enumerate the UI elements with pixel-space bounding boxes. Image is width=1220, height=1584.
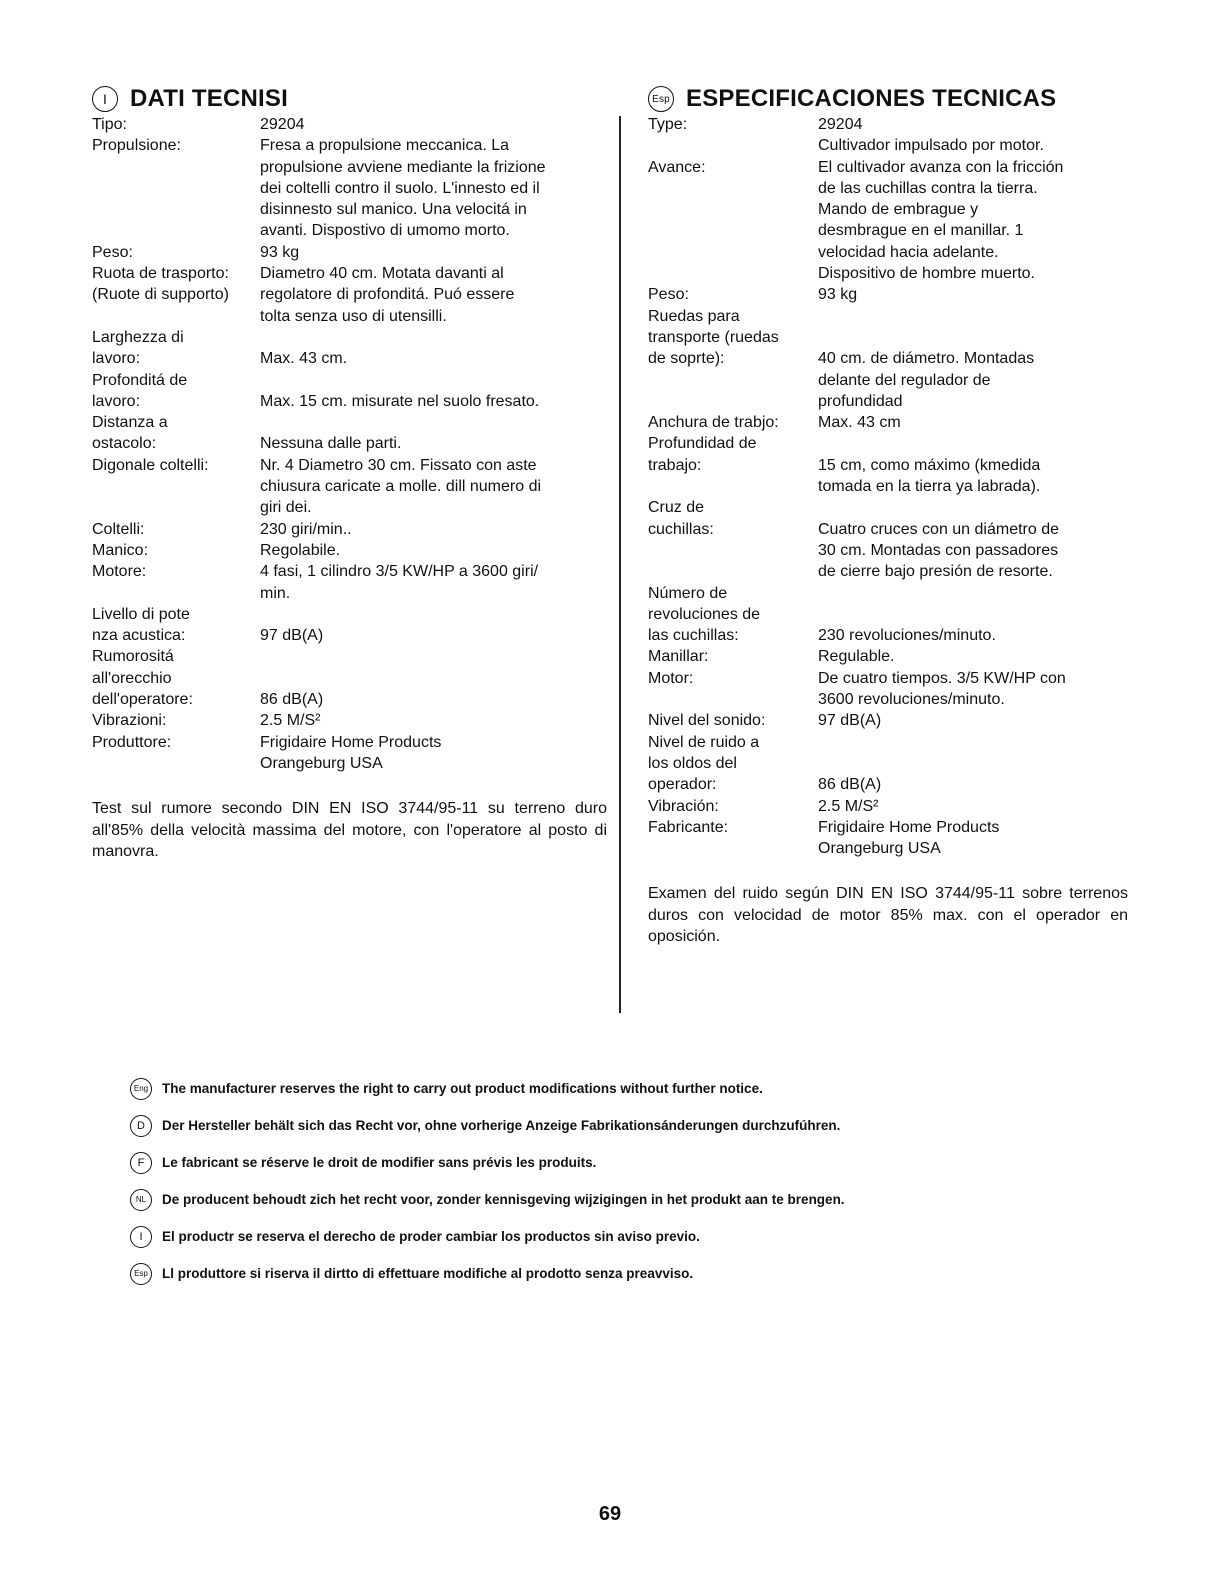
notice-row <box>130 1218 1090 1255</box>
notice-row <box>130 1070 1090 1107</box>
spec-row <box>648 583 1128 647</box>
notice-row <box>130 1144 1090 1181</box>
spec-row <box>92 370 607 413</box>
spec-label: Nivel del sonido: <box>648 712 766 730</box>
spec-value: Diametro 40 cm. Motata davanti al regolatore di profonditá. Puó essere tolta senza uso di utensilli. <box>260 265 515 325</box>
column-divider <box>619 116 621 1013</box>
spec-value: Regolabile. <box>260 541 341 559</box>
spec-value: 230 revoluciones/minuto. <box>818 627 996 645</box>
notice-text: The manufacturer reserves the right to carry out product modifications without further notice. <box>162 1081 763 1096</box>
spec-label: Motore: <box>92 563 147 581</box>
spec-label: Digonale coltelli: <box>92 456 209 474</box>
spec-row <box>92 114 607 135</box>
notice-row <box>130 1255 1090 1292</box>
spec-value: Nr. 4 Diametro 30 cm. Fissato con aste chiusura caricate a molle. dill numero di giri dei. <box>260 456 542 517</box>
spec-row <box>92 242 607 263</box>
spec-row <box>92 519 607 540</box>
spec-row <box>648 284 1128 305</box>
spec-row <box>648 668 1128 711</box>
spec-value: 86 dB(A) <box>260 691 324 709</box>
spec-value: 93 kg <box>818 286 858 304</box>
spec-row <box>92 135 607 241</box>
notice-text: El productr se reserva el derecho de proder cambiar los productos sin aviso previo. <box>162 1229 700 1244</box>
spec-value: 97 dB(A) <box>818 712 882 730</box>
spec-value: 97 dB(A) <box>260 627 324 645</box>
spec-label: Anchura de trabjo: <box>648 414 779 432</box>
spec-label: Coltelli: <box>92 520 145 538</box>
language-d-icon: D <box>130 1115 152 1137</box>
notice-text: Der Hersteller behält sich das Recht vor, ohne vorherige Anzeige Fabrikationsánderungen durchzufúhren. <box>162 1118 841 1133</box>
spec-label: Distanza a ostacolo: <box>92 414 168 453</box>
spec-label: Profonditá de lavoro: <box>92 371 188 410</box>
spec-value: 2.5 M/S² <box>818 797 879 815</box>
italian-spec-table <box>92 114 607 774</box>
spec-label: Vibrazioni: <box>92 712 167 730</box>
spec-value: 86 dB(A) <box>818 776 882 794</box>
spec-label: Manillar: <box>648 648 709 666</box>
spanish-heading <box>648 84 1128 114</box>
language-f-icon: F <box>130 1152 152 1174</box>
spec-value: Max. 43 cm <box>818 414 901 432</box>
language-eng-icon: Eng <box>130 1078 152 1100</box>
spec-label: Vibración: <box>648 797 719 815</box>
language-i-icon: I <box>130 1226 152 1248</box>
spec-label: Type: <box>648 116 688 133</box>
spec-row <box>92 604 607 647</box>
italian-specs-column <box>92 84 607 862</box>
spec-row <box>92 710 607 731</box>
spec-value: 4 fasi, 1 cilindro 3/5 KW/HP a 3600 giri/ min. <box>260 563 539 602</box>
spec-label: Ruota de trasporto: (Ruote di supporto) <box>92 265 229 304</box>
spec-value: 29204 Cultivador impulsado por motor. <box>818 116 1044 155</box>
spec-label: Ruedas para transporte (ruedas de soprte): <box>648 307 779 368</box>
spec-row <box>92 540 607 561</box>
spanish-noise-note: Examen del ruido según DIN EN ISO 3744/95-11 sobre terrenos duros con velocidad de motor 85% max. con el operador en oposición. <box>648 885 1128 945</box>
spec-value: Regulable. <box>818 648 895 666</box>
spec-label: Cruz de cuchillas: <box>648 499 714 538</box>
spec-label: Nivel de ruido a los oldos del operador: <box>648 733 760 794</box>
spec-value: De cuatro tiempos. 3/5 KW/HP con 3600 revoluciones/minuto. <box>818 669 1066 709</box>
spec-value: 29204 <box>260 116 305 133</box>
spec-value: Frigidaire Home Products Orangeburg USA <box>260 733 442 772</box>
italian-title: DATI TECNISI <box>130 85 288 112</box>
notice-text: De producent behoudt zich het recht voor, zonder kennisgeving wijzigingen in het produkt aan te brengen. <box>162 1192 845 1207</box>
spanish-title: ESPECIFICACIONES TECNICAS <box>686 85 1057 112</box>
spec-row <box>92 327 607 370</box>
spec-value: 93 kg <box>260 243 300 261</box>
spec-value: 2.5 M/S² <box>260 712 321 730</box>
spec-row <box>92 263 607 327</box>
spec-row <box>648 732 1128 796</box>
spec-value: 230 giri/min.. <box>260 520 352 538</box>
spec-label: Produttore: <box>92 733 172 751</box>
italian-heading <box>92 84 607 114</box>
spec-row <box>648 157 1128 285</box>
spec-label: Propulsione: <box>92 137 181 155</box>
spec-label: Número de revoluciones de las cuchillas: <box>648 584 761 645</box>
spec-row <box>92 455 607 519</box>
spec-label: Peso: <box>648 286 689 304</box>
italian-noise-note: Test sul rumore secondo DIN EN ISO 3744/95-11 su terreno duro all'85% della velocità massima del motore, con l'operatore al posto di manovra. <box>92 800 607 860</box>
spec-value: 40 cm. de diámetro. Montadas delante del regulador de profundidad <box>818 350 1035 410</box>
spanish-specs-column <box>648 84 1128 947</box>
spec-row <box>648 412 1128 433</box>
spec-row <box>92 732 607 775</box>
spec-row <box>648 497 1128 582</box>
spec-row <box>648 306 1128 412</box>
spec-row <box>648 433 1128 497</box>
notice-row <box>130 1107 1090 1144</box>
spec-label: Larghezza di lavoro: <box>92 328 184 368</box>
spec-label: Manico: <box>92 541 149 559</box>
spec-label: Peso: <box>92 243 133 261</box>
spec-row <box>648 817 1128 860</box>
spec-value: Cuatro cruces con un diámetro de 30 cm. Montadas con passadores de cierre bajo presión de resorte. <box>818 520 1060 581</box>
notice-text: Ll produttore si riserva il dirtto di effettuare modifiche al prodotto senza preavviso. <box>162 1266 694 1281</box>
spec-row <box>648 646 1128 667</box>
page-number: 69 <box>598 1503 622 1525</box>
spec-label: Profundidad de trabajo: <box>648 435 757 474</box>
notice-row <box>130 1181 1090 1218</box>
spec-value: Max. 15 cm. misurate nel suolo fresato. <box>260 392 540 410</box>
spec-row <box>92 646 607 710</box>
spec-value: El cultivador avanza con la fricción de las cuchillas contra la tierra. Mando de embrague y desmbrague en el manillar. 1 velocidad hacia adelante. Dispositivo de hombre muerto. <box>818 158 1064 283</box>
spec-row <box>648 710 1128 731</box>
spec-row <box>92 561 607 604</box>
language-i-icon: I <box>92 86 118 112</box>
spec-label: Tipo: <box>92 116 127 133</box>
language-nl-icon: NL <box>130 1189 152 1211</box>
spec-label: Rumorositá all'orecchio dell'operatore: <box>92 648 193 709</box>
spec-value: Fresa a propulsione meccanica. La propulsione avviene mediante la frizione dei coltelli contro il suolo. L'innesto ed il disinnesto sul manico. Una velocitá in avanti. Dispostivo di umomo morto. <box>260 137 546 240</box>
spec-value: Frigidaire Home Products Orangeburg USA <box>818 818 1000 858</box>
notice-text: Le fabricant se réserve le droit de modifier sans prévis les produits. <box>162 1155 597 1170</box>
spec-value: 15 cm, como máximo (kmedida tomada en la tierra ya labrada). <box>818 456 1041 496</box>
spec-value: Max. 43 cm. <box>260 350 348 368</box>
spec-row <box>648 114 1128 157</box>
language-esp-icon: Esp <box>130 1263 152 1285</box>
spanish-spec-table <box>648 114 1128 859</box>
spec-label: Livello di pote nza acustica: <box>92 605 190 645</box>
spec-row <box>648 796 1128 817</box>
language-esp-icon: Esp <box>648 86 674 112</box>
spec-label: Avance: <box>648 158 706 176</box>
spec-value: Nessuna dalle parti. <box>260 435 402 453</box>
manufacturer-notice-list <box>130 1070 1090 1292</box>
spec-row <box>92 412 607 455</box>
spec-label: Motor: <box>648 669 694 687</box>
spec-label: Fabricante: <box>648 818 729 836</box>
